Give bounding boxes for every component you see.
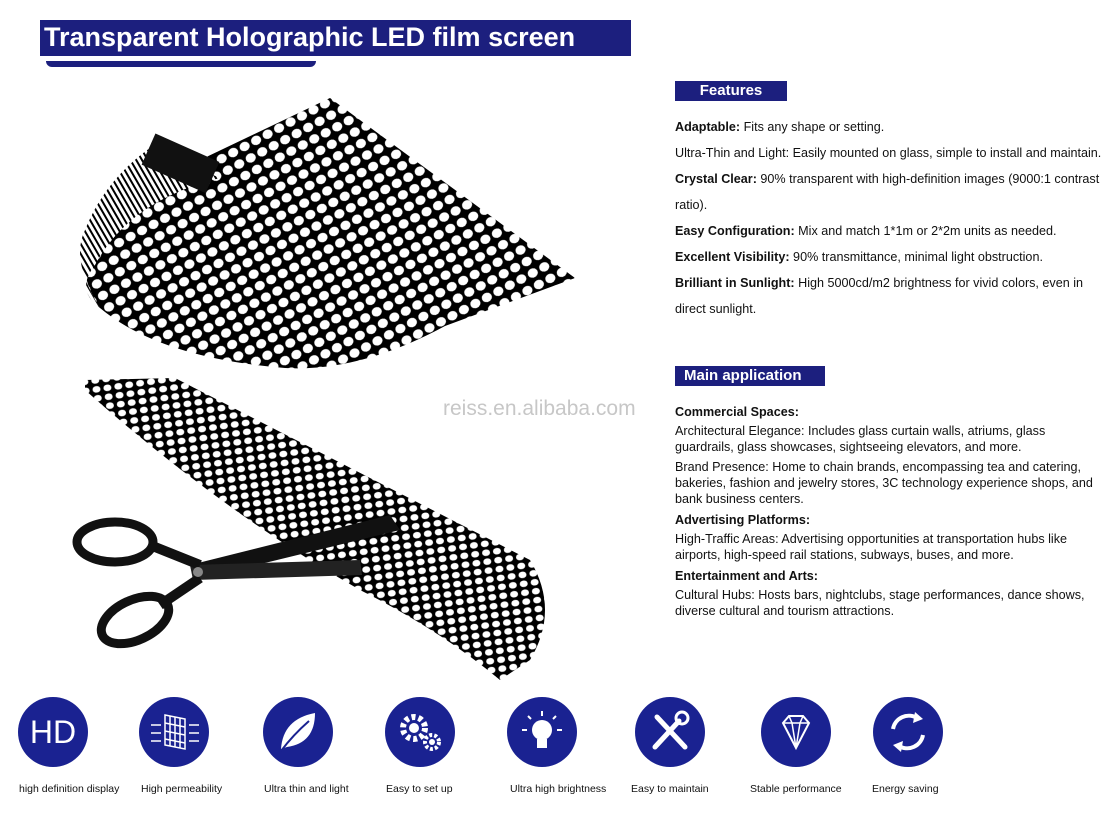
permeability-icon [139, 697, 209, 767]
title-underline [46, 61, 316, 67]
icon-label: High permeability [141, 783, 223, 795]
watermark: reiss.en.alibaba.com [443, 397, 636, 420]
application-text: Cultural Hubs: Hosts bars, nightclubs, stage performances, dance shows, diverse cultural and tourism attractions. [675, 588, 1085, 618]
icon-label: Energy saving [872, 783, 939, 795]
features-list [675, 114, 1103, 322]
icon-label: Stable performance [750, 783, 842, 795]
application-text: Architectural Elegance: Includes glass curtain walls, atriums, glass guardrails, glass showcases, sightseeing elevators, and more. [675, 424, 1046, 454]
feature-item: Excellent Visibility: 90% transmittance, minimal light obstruction. [675, 250, 1043, 264]
main-application-heading: Main application [675, 366, 825, 386]
application-list [675, 403, 1103, 623]
recycle-icon [873, 697, 943, 767]
diamond-icon [761, 697, 831, 767]
feature-item: Easy Configuration: Mix and match 1*1m or 2*2m units as needed. [675, 224, 1057, 238]
hd-icon [18, 697, 88, 767]
icon-label: Ultra high brightness [510, 783, 607, 795]
page-title: Transparent Holographic LED film screen [44, 22, 576, 52]
feature-item: Crystal Clear: 90% transparent with high-definition images (9000:1 contrast ratio). [675, 172, 1100, 212]
gears-icon [385, 697, 455, 767]
features-heading: Features [675, 81, 787, 101]
feature-item: Brilliant in Sunlight: High 5000cd/m2 brightness for vivid colors, even in direct sunlight. [675, 276, 1084, 316]
tools-icon [635, 697, 705, 767]
leaf-icon [263, 697, 333, 767]
icon-label: Easy to maintain [631, 783, 709, 795]
title-banner [40, 20, 631, 56]
lightbulb-icon [507, 697, 577, 767]
application-text: High-Traffic Areas: Advertising opportunities at transportation hubs like airports, high-speed rail stations, subways, buses, and more. [675, 532, 1068, 562]
application-heading: Commercial Spaces: [675, 405, 799, 419]
icon-label: Ultra thin and light [264, 783, 349, 795]
icon-label: Easy to set up [386, 783, 453, 795]
icon-label: high definition display [19, 783, 120, 795]
svg-text:HD: HD [29, 714, 77, 750]
application-heading: Advertising Platforms: [675, 513, 811, 527]
led-film-illustration [60, 90, 670, 690]
application-text: Brand Presence: Home to chain brands, encompassing tea and catering, bakeries, fashion and jewelry stores, 3C technology experience shops, and bank business centers. [675, 460, 1093, 506]
application-heading: Entertainment and Arts: [675, 569, 818, 583]
feature-item: Adaptable: Fits any shape or setting. [675, 120, 885, 134]
feature-item: Ultra-Thin and Light: Easily mounted on glass, simple to install and maintain. [675, 146, 1102, 160]
